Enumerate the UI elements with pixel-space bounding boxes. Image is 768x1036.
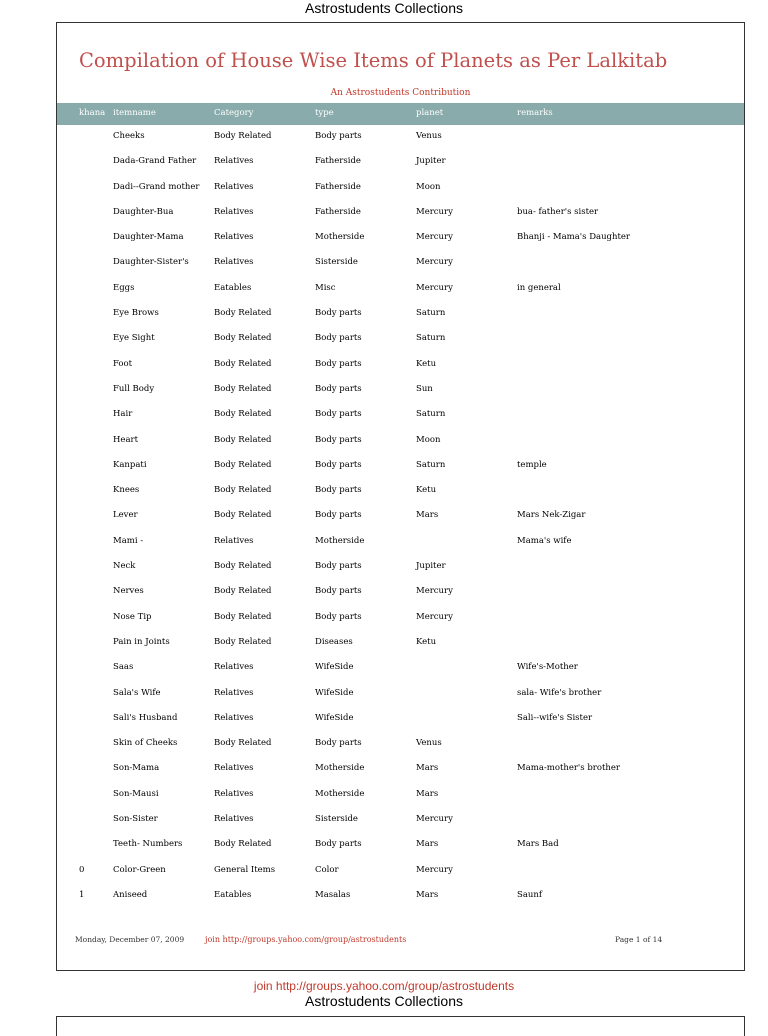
- cell-type: Body parts: [315, 131, 362, 141]
- cell-category: Relatives: [214, 181, 254, 192]
- cell-itemname: Nose Tip: [113, 611, 152, 622]
- cell-category: Body Related: [214, 636, 272, 647]
- column-header-remarks: remarks: [517, 108, 553, 118]
- cell-itemname: Lever: [113, 510, 138, 521]
- cell-category: Eatables: [214, 282, 252, 293]
- cell-remarks: Mars Nek-Zigar: [517, 510, 586, 521]
- footer-link[interactable]: join http://groups.yahoo.com/group/astrostudents: [205, 935, 407, 944]
- cell-type: Body parts: [315, 485, 362, 496]
- table-row: [57, 682, 744, 707]
- cell-category: Relatives: [214, 257, 254, 268]
- next-page-header: Astrostudents Collections: [305, 993, 463, 1009]
- table-row: [57, 378, 744, 403]
- cell-category: Relatives: [214, 662, 254, 673]
- next-document-page: [56, 1016, 745, 1036]
- column-header-type: type: [315, 108, 334, 118]
- cell-planet: Sun: [416, 383, 433, 394]
- cell-remarks: Mama's wife: [517, 535, 572, 546]
- cell-planet: Mercury: [416, 814, 453, 825]
- column-header-planet: planet: [416, 108, 444, 118]
- cell-type: Body parts: [315, 434, 362, 445]
- table-row: [57, 429, 744, 454]
- cell-planet: Mars: [416, 889, 439, 900]
- cell-planet: Mercury: [416, 257, 453, 268]
- cell-itemname: Son-Sister: [113, 814, 158, 825]
- cell-itemname: Eggs: [113, 282, 135, 293]
- page-header: Astrostudents Collections: [305, 0, 463, 16]
- cell-remarks: Sali--wife's Sister: [517, 712, 593, 723]
- table-row: [57, 327, 744, 352]
- table-row: [57, 656, 744, 681]
- cell-itemname: Nerves: [113, 586, 144, 597]
- cell-planet: Mercury: [416, 586, 453, 597]
- cell-type: Body parts: [315, 333, 362, 344]
- cell-category: Body Related: [214, 434, 272, 445]
- cell-category: Body Related: [214, 358, 272, 369]
- cell-type: Body parts: [315, 839, 362, 850]
- cell-planet: Jupiter: [416, 156, 446, 167]
- cell-type: Body parts: [315, 738, 362, 749]
- table-row: [57, 555, 744, 580]
- cell-itemname: Teeth- Numbers: [113, 839, 183, 850]
- cell-type: Motherside: [315, 232, 365, 243]
- cell-itemname: Pain in Joints: [113, 636, 170, 647]
- cell-planet: Mars: [416, 510, 439, 521]
- table-row: [57, 530, 744, 555]
- footer-page-number: Page 1 of 14: [615, 935, 663, 944]
- cell-itemname: Knees: [113, 485, 140, 496]
- cell-category: Body Related: [214, 839, 272, 850]
- table-row: [57, 353, 744, 378]
- cell-category: Body Related: [214, 738, 272, 749]
- table-row: [57, 150, 744, 175]
- cell-planet: Saturn: [416, 459, 446, 470]
- table-row: [57, 606, 744, 631]
- cell-itemname: Dada-Grand Father: [113, 156, 197, 167]
- cell-category: Body Related: [214, 459, 272, 470]
- footer-date: Monday, December 07, 2009: [75, 935, 185, 944]
- cell-planet: Saturn: [416, 333, 446, 344]
- cell-itemname: Daughter-Sister's: [113, 257, 189, 268]
- cell-type: Body parts: [315, 561, 362, 572]
- cell-category: Body Related: [214, 510, 272, 521]
- cell-remarks: Mars Bad: [517, 839, 559, 850]
- cell-category: Relatives: [214, 788, 254, 799]
- cell-itemname: Cheeks: [113, 131, 145, 141]
- table-row: [57, 504, 744, 529]
- cell-type: Masalas: [315, 889, 351, 900]
- cell-itemname: Neck: [113, 561, 136, 572]
- cell-type: Misc: [315, 282, 336, 293]
- cell-planet: Mercury: [416, 282, 453, 293]
- cell-category: Body Related: [214, 131, 272, 141]
- table-row: [57, 859, 744, 884]
- cell-category: Body Related: [214, 308, 272, 319]
- table-row: [57, 125, 744, 150]
- table-row: [57, 783, 744, 808]
- cell-itemname: Eye Brows: [113, 308, 159, 319]
- cell-planet: Mars: [416, 839, 439, 850]
- table-row: [57, 251, 744, 276]
- cell-category: Relatives: [214, 206, 254, 217]
- cell-category: Body Related: [214, 409, 272, 420]
- cell-itemname: Foot: [113, 358, 133, 369]
- cell-planet: Saturn: [416, 308, 446, 319]
- cell-category: Body Related: [214, 383, 272, 394]
- cell-itemname: Aniseed: [113, 889, 148, 900]
- table-row: [57, 808, 744, 833]
- cell-itemname: Son-Mama: [113, 763, 160, 774]
- cell-type: Body parts: [315, 308, 362, 319]
- table-row: [57, 757, 744, 782]
- cell-itemname: Saas: [113, 662, 134, 673]
- cell-planet: Ketu: [416, 358, 437, 369]
- cell-type: Fatherside: [315, 181, 361, 192]
- cell-type: WifeSide: [315, 687, 354, 698]
- table-row: [57, 201, 744, 226]
- cell-itemname: Dadi--Grand mother: [113, 181, 200, 192]
- column-header-itemname: itemname: [113, 108, 156, 118]
- cell-type: Body parts: [315, 611, 362, 622]
- cell-planet: Ketu: [416, 636, 437, 647]
- cell-planet: Jupiter: [416, 561, 446, 572]
- table-body: [57, 125, 744, 909]
- cell-remarks: temple: [517, 459, 547, 470]
- cell-itemname: Son-Mausi: [113, 788, 159, 799]
- cell-type: Body parts: [315, 510, 362, 521]
- cell-type: Motherside: [315, 788, 365, 799]
- cell-khana: 0: [79, 864, 85, 875]
- cell-type: Fatherside: [315, 206, 361, 217]
- cell-itemname: Eye Sight: [113, 333, 155, 344]
- cell-planet: Venus: [416, 738, 442, 749]
- cell-category: Relatives: [214, 156, 254, 167]
- cell-type: Body parts: [315, 358, 362, 369]
- cell-type: Body parts: [315, 586, 362, 597]
- table-row: [57, 403, 744, 428]
- cell-remarks: Mama-mother's brother: [517, 763, 620, 774]
- table-row: [57, 176, 744, 201]
- cell-planet: Mercury: [416, 232, 453, 243]
- cell-itemname: Sali's Husband: [113, 712, 178, 723]
- cell-itemname: Full Body: [113, 383, 155, 394]
- cell-category: Relatives: [214, 763, 254, 774]
- cell-remarks: Saunf: [517, 889, 542, 900]
- cell-remarks: bua- father's sister: [517, 206, 599, 217]
- cell-itemname: Hair: [113, 409, 133, 420]
- table-row: [57, 631, 744, 656]
- cell-type: Fatherside: [315, 156, 361, 167]
- table-row: [57, 277, 744, 302]
- cell-planet: Mars: [416, 788, 439, 799]
- document-subtitle: An Astrostudents Contribution: [330, 88, 471, 98]
- cell-itemname: Heart: [113, 434, 138, 445]
- cell-planet: Mars: [416, 763, 439, 774]
- cell-category: Body Related: [214, 561, 272, 572]
- cell-category: Relatives: [214, 712, 254, 723]
- cell-category: Relatives: [214, 535, 254, 546]
- cell-planet: Mercury: [416, 611, 453, 622]
- document-page: [56, 22, 745, 971]
- cell-type: Motherside: [315, 763, 365, 774]
- cell-remarks: Bhanji - Mama's Daughter: [517, 232, 630, 243]
- cell-khana: 1: [79, 889, 85, 900]
- cell-category: Body Related: [214, 611, 272, 622]
- table-row: [57, 302, 744, 327]
- table-row: [57, 479, 744, 504]
- cell-itemname: Color-Green: [113, 864, 166, 875]
- cell-category: Eatables: [214, 889, 252, 900]
- cell-planet: Mercury: [416, 864, 453, 875]
- cell-type: Sisterside: [315, 814, 358, 825]
- cell-itemname: Skin of Cheeks: [113, 738, 178, 749]
- cell-remarks: Wife's-Mother: [517, 662, 578, 673]
- cell-remarks: sala- Wife's brother: [517, 687, 602, 698]
- table-header: [57, 103, 744, 125]
- cell-itemname: Kanpati: [113, 459, 147, 470]
- cell-planet: Saturn: [416, 409, 446, 420]
- cell-itemname: Mami -: [113, 535, 144, 546]
- cell-planet: Ketu: [416, 485, 437, 496]
- column-header-khana: khana: [79, 108, 106, 118]
- cell-category: Body Related: [214, 485, 272, 496]
- cell-category: Relatives: [214, 232, 254, 243]
- table-row: [57, 454, 744, 479]
- table-row: [57, 833, 744, 858]
- table-row: [57, 707, 744, 732]
- table-row: [57, 226, 744, 251]
- cell-type: Color: [315, 864, 339, 875]
- group-join-link[interactable]: join http://groups.yahoo.com/group/astrostudents: [253, 979, 515, 993]
- cell-type: Diseases: [315, 636, 353, 647]
- cell-planet: Moon: [416, 181, 441, 192]
- cell-type: Body parts: [315, 383, 362, 394]
- cell-itemname: Daughter-Bua: [113, 206, 174, 217]
- cell-type: Sisterside: [315, 257, 358, 268]
- cell-type: WifeSide: [315, 662, 354, 673]
- table-row: [57, 732, 744, 757]
- cell-type: Body parts: [315, 409, 362, 420]
- document-title: Compilation of House Wise Items of Planets as Per Lalkitab: [79, 49, 668, 72]
- cell-type: Body parts: [315, 459, 362, 470]
- cell-type: Motherside: [315, 535, 365, 546]
- table-row: [57, 580, 744, 605]
- cell-planet: Moon: [416, 434, 441, 445]
- cell-type: WifeSide: [315, 712, 354, 723]
- cell-category: Relatives: [214, 687, 254, 698]
- column-header-category: Category: [214, 108, 254, 118]
- cell-itemname: Sala's Wife: [113, 687, 161, 698]
- cell-category: Body Related: [214, 586, 272, 597]
- cell-remarks: in general: [517, 282, 561, 293]
- table-row: [57, 884, 744, 909]
- cell-itemname: Daughter-Mama: [113, 232, 184, 243]
- cell-planet: Venus: [416, 131, 442, 141]
- cell-category: Relatives: [214, 814, 254, 825]
- cell-category: Body Related: [214, 333, 272, 344]
- cell-category: General Items: [214, 864, 276, 875]
- cell-planet: Mercury: [416, 206, 453, 217]
